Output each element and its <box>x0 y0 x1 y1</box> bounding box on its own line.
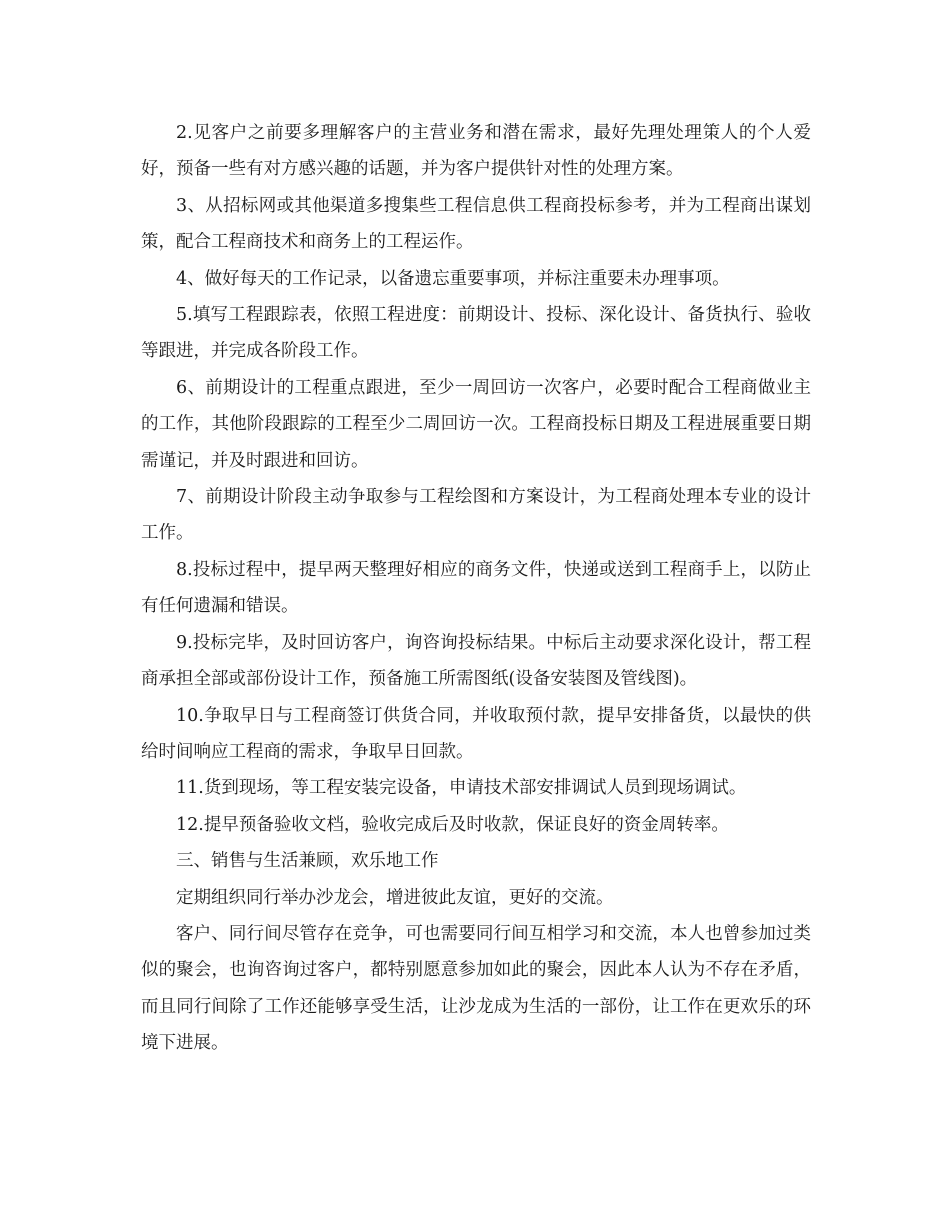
paragraph-item-11: 11.货到现场，等工程安装完设备，申请技术部安排调试人员到现场调试。 <box>176 778 747 799</box>
paragraph-item-2: 2.见客户之前要多理解客户的主营业务和潜在需求，最好先理处理策人的个人爱好，预备一些有对方感兴趣的话题，并为客户提供针对性的处理方案。 <box>141 123 811 180</box>
paragraph-item-8: 8.投标过程中，提早两天整理好相应的商务文件，快递或送到工程商手上，以防止有任何遗漏和错误。 <box>141 559 811 617</box>
paragraph-item-7: 7、前期设计阶段主动争取参与工程绘图和方案设计，为工程商处理本专业的设计工作。 <box>141 487 811 544</box>
paragraph-item-6: 6、前期设计的工程重点跟进，至少一周回访一次客户，必要时配合工程商做业主的工作，其他阶段跟踪的工程至少二周回访一次。工程商投标日期及工程进展重要日期需谨记，并及时跟进和回访。 <box>141 377 811 471</box>
paragraph-item-5: 5.填写工程跟踪表，依照工程进度：前期设计、投标、深化设计、备货执行、验收等跟进，并完成各阶段工作。 <box>141 305 811 362</box>
paragraph-item-3: 3、从招标网或其他渠道多搜集些工程信息供工程商投标参考，并为工程商出谋划策，配合工程商技术和商务上的工程运作。 <box>141 195 811 253</box>
paragraph-item-12: 12.提早预备验收文档，验收完成后及时收款，保证良好的资金周转率。 <box>176 814 729 835</box>
section-heading-3: 三、销售与生活兼顾，欢乐地工作 <box>176 851 439 872</box>
paragraph-closing: 客户、同行间尽管存在竞争，可也需要同行间互相学习和交流，本人也曾参加过类似的聚会，也询咨询过客户，都特别愿意参加如此的聚会，因此本人认为不存在矛盾，而且同行间除了工作还能够享受生活，让沙龙成为生活的一部份，让工作在更欢乐的环境下进展。 <box>141 923 811 1054</box>
paragraph-item-9: 9.投标完毕，及时回访客户，询咨询投标结果。中标后主动要求深化设计，帮工程商承担全部或部份设计工作，预备施工所需图纸(设备安装图及管线图)。 <box>141 632 811 690</box>
document-body <box>141 115 811 1062</box>
paragraph-salon: 定期组织同行举办沙龙会，增进彼此友谊，更好的交流。 <box>176 887 614 908</box>
paragraph-item-4: 4、做好每天的工作记录，以备遗忘重要事项，并标注重要未办理事项。 <box>176 268 730 289</box>
paragraph-item-10: 10.争取早日与工程商签订供货合同，并收取预付款，提早安排备货，以最快的供给时间响应工程商的需求，争取早日回款。 <box>141 705 811 762</box>
